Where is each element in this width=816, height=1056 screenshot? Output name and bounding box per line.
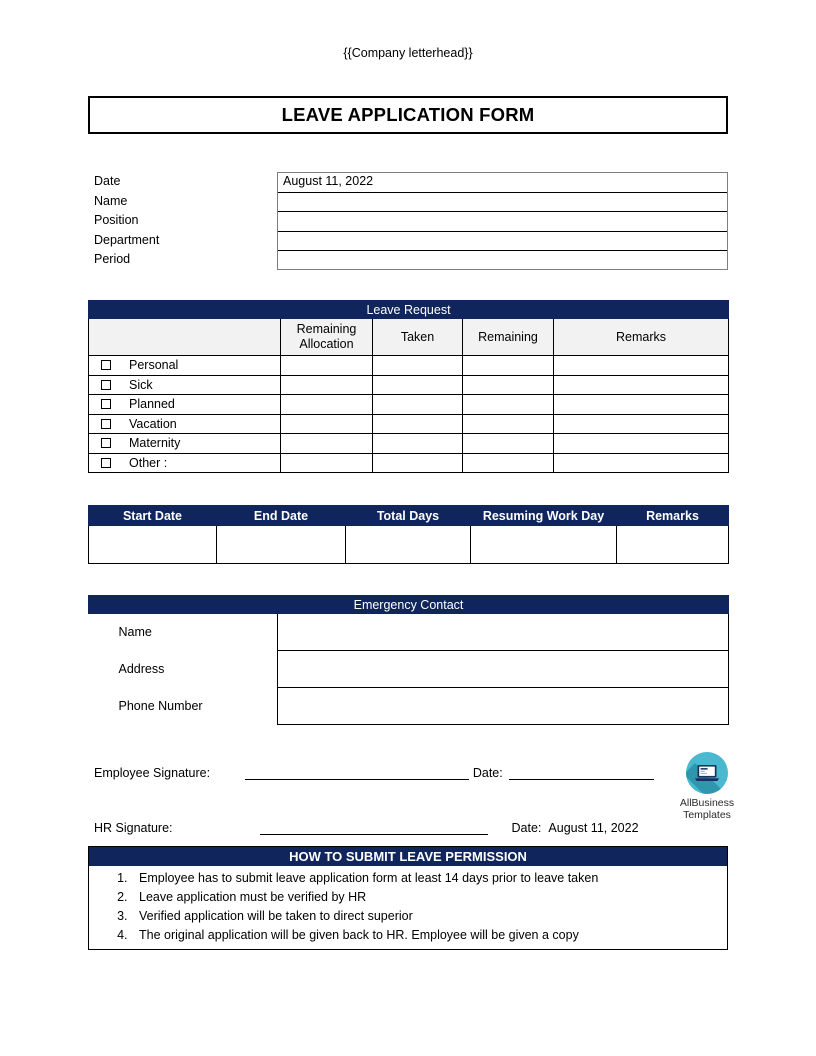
remaining-cell[interactable] — [463, 375, 554, 395]
leave-type-label: Planned — [129, 397, 175, 412]
column-header — [281, 319, 373, 356]
emergency-contact-input[interactable] — [278, 688, 729, 725]
table-row — [89, 395, 729, 415]
column-header: Remarks — [617, 506, 729, 526]
checkbox-icon[interactable] — [101, 458, 111, 468]
resuming-work-day-cell[interactable] — [471, 526, 617, 564]
leave-request-header-row — [89, 319, 729, 356]
leave-type-cell — [89, 375, 281, 395]
leave-request-band-row — [89, 301, 729, 319]
column-header: End Date — [217, 506, 346, 526]
column-header: Resuming Work Day — [471, 506, 617, 526]
leave-type-label: Sick — [129, 377, 153, 392]
checkbox-icon[interactable] — [101, 399, 111, 409]
allbusiness-templates-logo — [672, 752, 742, 821]
table-row — [89, 453, 729, 473]
column-header-line: Remarks — [616, 329, 667, 344]
employee-signature-row — [94, 758, 654, 780]
field-input[interactable] — [277, 250, 728, 270]
column-header: Total Days — [346, 506, 471, 526]
hr-signature-row — [94, 813, 654, 835]
remaining-cell[interactable] — [463, 414, 554, 434]
date-range-table — [88, 505, 729, 564]
field-input[interactable] — [277, 231, 728, 251]
laptop-icon — [686, 752, 728, 794]
column-header: Start Date — [89, 506, 217, 526]
form-title-box — [88, 96, 728, 134]
remaining-allocation-cell[interactable] — [281, 434, 373, 454]
checkbox-icon[interactable] — [101, 419, 111, 429]
list-item: 2. Leave application must be verified by HR — [131, 888, 727, 907]
column-header — [463, 319, 554, 356]
employee-fields — [94, 172, 728, 270]
taken-cell[interactable] — [373, 395, 463, 415]
list-item: 3. Verified application will be taken to direct superior — [131, 907, 727, 926]
leave-type-cell — [89, 356, 281, 376]
taken-cell[interactable] — [373, 356, 463, 376]
hr-signature-label: HR Signature: — [94, 821, 173, 835]
hr-date-label: Date: — [511, 821, 542, 835]
end-date-cell[interactable] — [217, 526, 346, 564]
remaining-allocation-cell[interactable] — [281, 453, 373, 473]
taken-cell[interactable] — [373, 414, 463, 434]
remaining-allocation-cell[interactable] — [281, 414, 373, 434]
field-input[interactable] — [277, 211, 728, 231]
instructions-panel — [88, 846, 728, 950]
table-row — [89, 375, 729, 395]
remaining-allocation-cell[interactable] — [281, 395, 373, 415]
remarks-cell[interactable] — [554, 375, 729, 395]
table-row — [89, 651, 729, 688]
leave-type-label: Maternity — [129, 436, 181, 451]
leave-request-band-title: Leave Request — [89, 301, 729, 319]
field-label: Date — [94, 174, 121, 188]
laptop-glyph — [694, 764, 720, 782]
date-range-header-row — [89, 506, 729, 526]
table-row — [89, 414, 729, 434]
column-header — [554, 319, 729, 356]
page-title: LEAVE APPLICATION FORM — [281, 104, 535, 125]
instructions-list — [89, 866, 727, 949]
field-row — [94, 192, 728, 212]
table-row — [89, 356, 729, 376]
remarks-cell[interactable] — [554, 453, 729, 473]
leave-type-cell — [89, 414, 281, 434]
remarks-cell[interactable] — [554, 414, 729, 434]
column-header — [373, 319, 463, 356]
table-row — [89, 434, 729, 454]
table-row — [89, 688, 729, 725]
emergency-contact-label: Phone Number — [118, 699, 203, 713]
field-label: Position — [94, 213, 139, 227]
list-item: 1. Employee has to submit leave application form at least 14 days prior to leave taken — [131, 869, 727, 888]
remaining-allocation-cell[interactable] — [281, 356, 373, 376]
hr-signature-line[interactable] — [260, 821, 488, 835]
company-letterhead: {{Company letterhead}} — [343, 46, 473, 60]
field-input[interactable] — [277, 192, 728, 212]
field-label: Name — [94, 193, 128, 208]
remaining-cell[interactable] — [463, 395, 554, 415]
field-row — [94, 231, 728, 251]
instructions-heading: HOW TO SUBMIT LEAVE PERMISSION — [89, 847, 727, 866]
remarks-cell[interactable] — [554, 356, 729, 376]
checkbox-icon[interactable] — [101, 380, 111, 390]
emergency-contact-band-title: Emergency Contact — [89, 596, 729, 614]
remaining-cell[interactable] — [463, 434, 554, 454]
taken-cell[interactable] — [373, 453, 463, 473]
emergency-contact-label: Name — [118, 625, 152, 640]
leave-type-label: Personal — [129, 358, 179, 373]
field-row — [94, 250, 728, 270]
leave-type-cell — [89, 434, 281, 454]
column-header-line: Remaining — [478, 329, 538, 344]
employee-signature-line[interactable] — [245, 766, 469, 780]
logo-text-line2: Templates — [683, 809, 731, 821]
column-header-blank — [89, 319, 281, 356]
field-row — [94, 172, 728, 192]
emergency-contact-label: Address — [118, 662, 165, 676]
remarks-cell[interactable] — [617, 526, 729, 564]
signature-section — [94, 758, 654, 835]
emergency-contact-table — [88, 595, 729, 725]
emergency-contact-input[interactable] — [278, 651, 729, 688]
leave-type-label: Vacation — [129, 416, 177, 431]
list-item: 4. The original application will be given back to HR. Employee will be given a copy — [131, 926, 727, 945]
employee-date-label: Date: — [472, 766, 503, 780]
remaining-allocation-cell[interactable] — [281, 375, 373, 395]
checkbox-icon[interactable] — [101, 438, 111, 448]
hr-date-value: August 11, 2022 — [548, 821, 639, 835]
field-label: Period — [94, 252, 131, 266]
field-label: Department — [94, 232, 160, 247]
field-row — [94, 211, 728, 231]
leave-type-cell — [89, 395, 281, 415]
logo-text-line1: AllBusiness — [679, 797, 735, 809]
employee-signature-label: Employee Signature: — [94, 766, 211, 780]
column-header-line: Remaining — [296, 322, 357, 336]
column-header-line: Taken — [400, 329, 435, 344]
remaining-cell[interactable] — [463, 453, 554, 473]
leave-type-cell — [89, 453, 281, 473]
column-header-line: Allocation — [299, 337, 354, 351]
start-date-cell[interactable] — [89, 526, 217, 564]
table-row — [89, 614, 729, 651]
leave-request-table — [88, 300, 729, 473]
taken-cell[interactable] — [373, 434, 463, 454]
checkbox-icon[interactable] — [101, 360, 111, 370]
table-row — [89, 526, 729, 564]
leave-type-label: Other : — [129, 455, 168, 470]
field-input[interactable]: August 11, 2022 — [277, 172, 728, 192]
total-days-cell[interactable] — [346, 526, 471, 564]
remarks-cell[interactable] — [554, 434, 729, 454]
employee-date-line[interactable] — [509, 766, 654, 780]
emergency-contact-input[interactable] — [278, 614, 729, 651]
remarks-cell[interactable] — [554, 395, 729, 415]
emergency-contact-band-row — [89, 596, 729, 614]
taken-cell[interactable] — [373, 375, 463, 395]
remaining-cell[interactable] — [463, 356, 554, 376]
